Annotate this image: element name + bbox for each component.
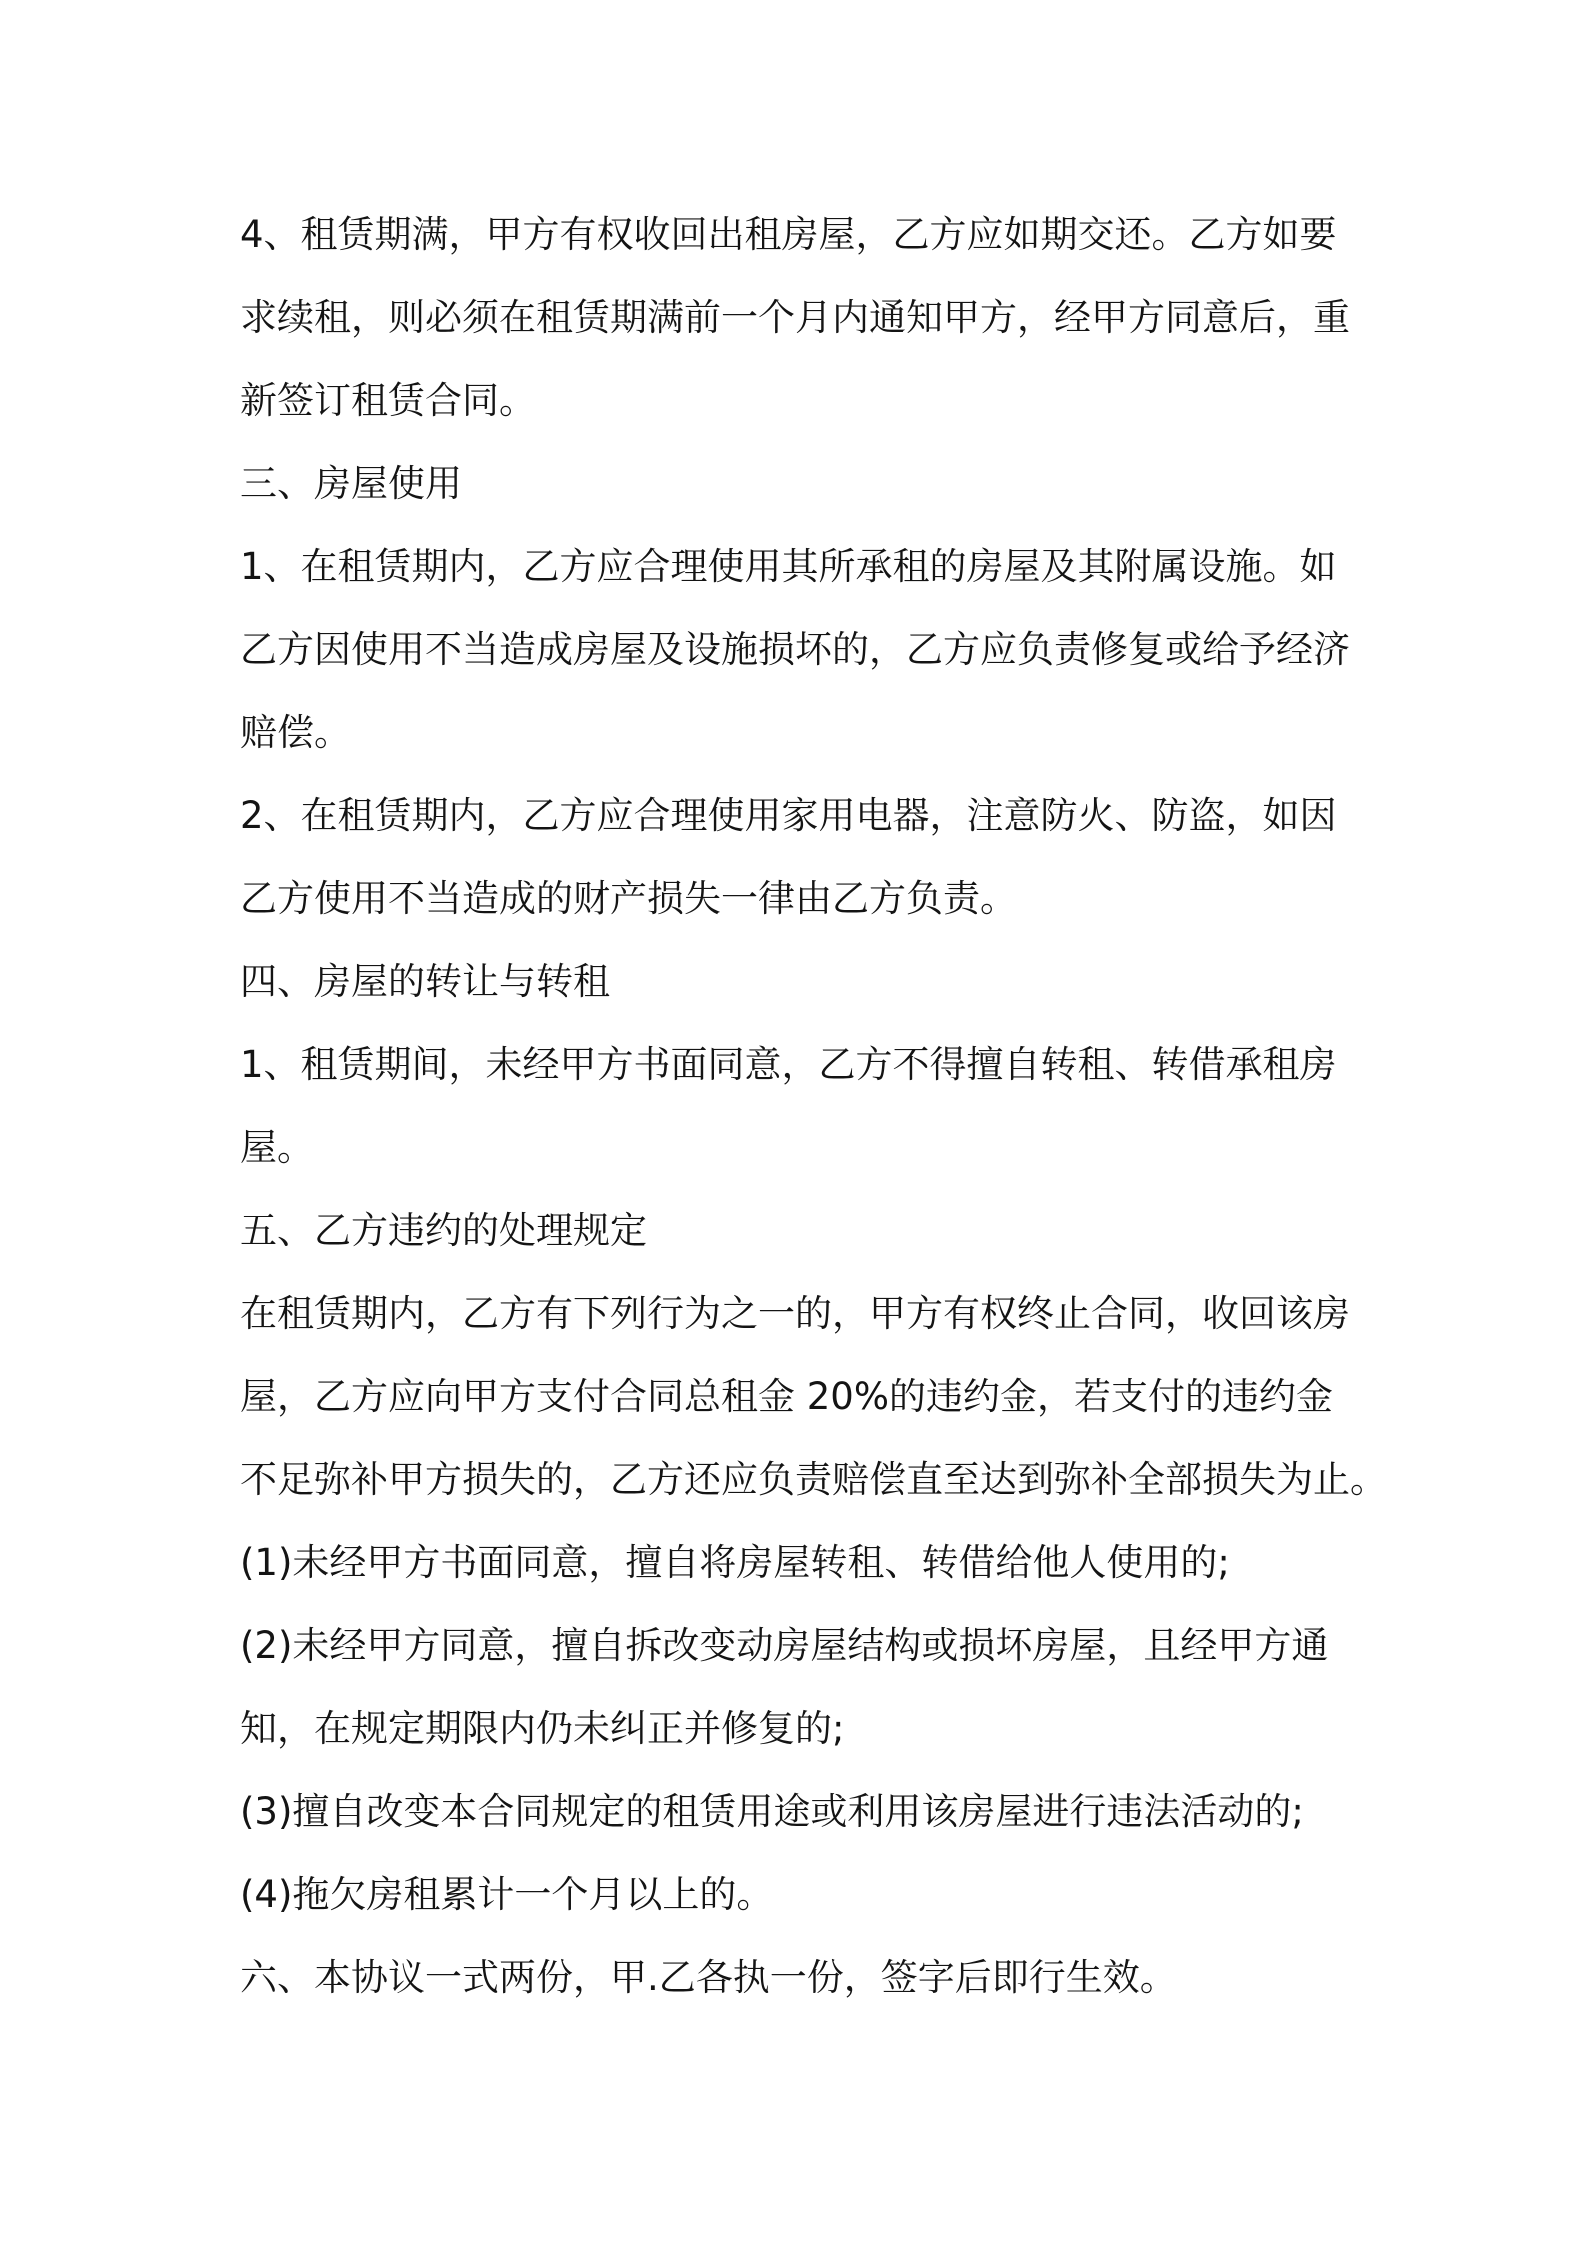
- list-item: (1)未经甲方书面同意，擅自将房屋转租、转借给他人使用的;: [240, 1541, 1230, 1584]
- text-line: 不足弥补甲方损失的，乙方还应负责赔偿直至达到弥补全部损失为止。: [240, 1458, 1387, 1501]
- text-line: 4、租赁期满，甲方有权收回出租房屋，乙方应如期交还。乙方如要: [240, 213, 1337, 256]
- list-item: (3)擅自改变本合同规定的租赁用途或利用该房屋进行违法活动的;: [240, 1790, 1304, 1833]
- document-body: [240, 193, 1387, 2019]
- text-line: 乙方使用不当造成的财产损失一律由乙方负责。: [240, 877, 1017, 920]
- text-line: 乙方因使用不当造成房屋及设施损坏的，乙方应负责修复或给予经济: [240, 628, 1350, 671]
- section-heading: 六、本协议一式两份，甲.乙各执一份，签字后即行生效。: [240, 1956, 1177, 1999]
- list-item: (4)拖欠房租累计一个月以上的。: [240, 1873, 774, 1916]
- text-line: 在租赁期内，乙方有下列行为之一的，甲方有权终止合同，收回该房: [240, 1292, 1350, 1335]
- list-item: (2)未经甲方同意，擅自拆改变动房屋结构或损坏房屋，且经甲方通: [240, 1624, 1329, 1667]
- text-line: 2、在租赁期内，乙方应合理使用家用电器，注意防火、防盗，如因: [240, 794, 1337, 837]
- text-line: 求续租，则必须在租赁期满前一个月内通知甲方，经甲方同意后，重: [240, 296, 1350, 339]
- section-heading: 四、房屋的转让与转租: [240, 960, 610, 1003]
- text-line: 新签订租赁合同。: [240, 379, 536, 422]
- text-line: 1、在租赁期内，乙方应合理使用其所承租的房屋及其附属设施。如: [240, 545, 1337, 588]
- text-line: 知，在规定期限内仍未纠正并修复的;: [240, 1707, 845, 1750]
- text-line: 屋。: [240, 1126, 314, 1169]
- text-line: 屋，乙方应向甲方支付合同总租金 20%的违约金，若支付的违约金: [240, 1375, 1333, 1418]
- text-line: 1、租赁期间，未经甲方书面同意，乙方不得擅自转租、转借承租房: [240, 1043, 1337, 1086]
- section-heading: 三、房屋使用: [240, 462, 462, 505]
- section-heading: 五、乙方违约的处理规定: [240, 1209, 647, 1252]
- text-line: 赔偿。: [240, 711, 351, 754]
